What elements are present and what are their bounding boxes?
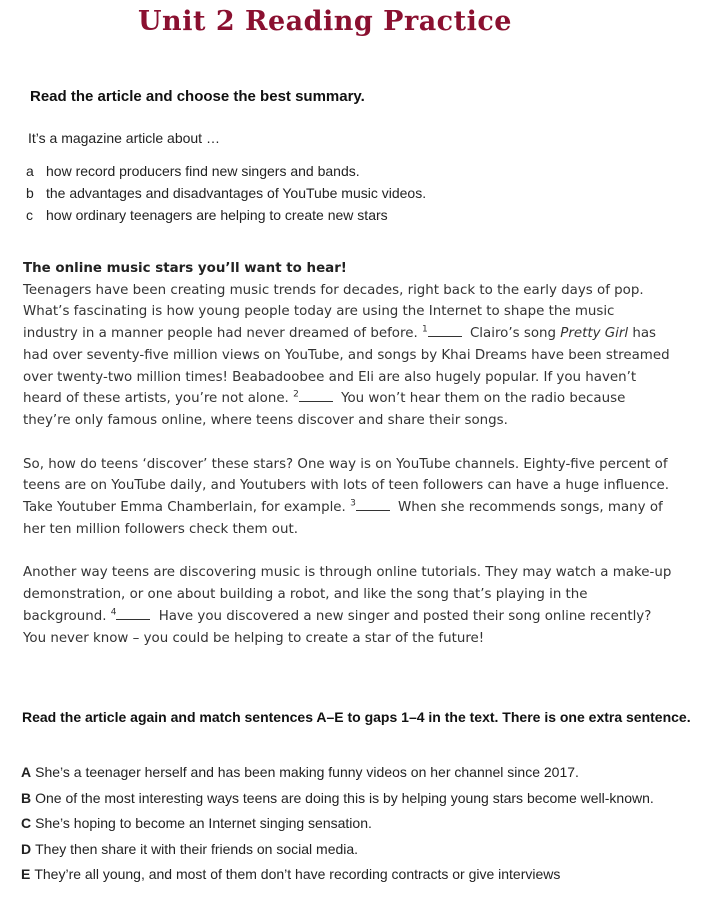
sentence-letter: D <box>21 840 32 857</box>
option-letter: b <box>26 185 34 201</box>
sentence-text: She’s a teenager herself and has been making funny videos on her channel since 2017. <box>35 764 579 780</box>
option-text: how ordinary teenagers are helping to create new stars <box>46 207 388 223</box>
option-text: the advantages and disadvantages of YouTube music videos. <box>46 185 427 201</box>
article-paragraph-1: Teenagers have been creating music trends for decades, right back to the early days of pop. What’s fascinating is how young people today are using the Internet to shape the music industry in a manner people had never dreamed of before. $^1$ Clairo’s song Pretty Girl has had over seventy-five million views on YouTube, and songs by Khai Dreams have been streamed over twenty-two million times! Beabadoobee and Eli are also hugely popular. If you haven’t heard of these artists, you’re not alone. $^2$ You won’t hear them on the radio because they’re only famous online, where teens discover and share their songs. <box>23 282 670 428</box>
sentence-d[interactable] <box>21 838 654 864</box>
sentence-text: They then share it with their friends on social media. <box>35 840 359 857</box>
gap-blank-2[interactable] <box>299 391 333 402</box>
summary-option-a[interactable] <box>26 160 426 182</box>
sentence-letter: C <box>21 815 32 831</box>
summary-options <box>26 160 426 226</box>
article-paragraph-3: Another way teens are discovering music is through online tutorials. They may watch a make-up demonstration, or one about building a robot, and like the song that’s playing in the background. $^4$ Have you discovered a new singer and posted their song online recently? You never know – you could be helping to create a star of the future! <box>23 565 672 646</box>
article-paragraph-2: So, how do teens ‘discover’ these stars? One way is on YouTube channels. Eighty-five percent of teens are on YouTube daily, and Youtubers with lots of teen followers can have a huge influence. Take Youtuber Emma Chamberlain, for example. $^3$ When she recommends songs, many of her ten million followers check them out. <box>23 456 670 537</box>
gap-number: 4 <box>110 607 117 618</box>
sentence-b[interactable] <box>21 787 654 813</box>
sentence-letter: E <box>21 866 31 882</box>
sentence-text: One of the most interesting ways teens are doing this is by helping young stars become well-known. <box>35 789 654 806</box>
summary-option-c[interactable] <box>26 204 426 226</box>
sentence-text: She’s hoping to become an Internet singing sensation. <box>35 815 372 831</box>
article-heading: The online music stars you’ll want to hear! <box>23 261 347 276</box>
matching-instruction: Read the article again and match sentences A–E to gaps 1–4 in the text. There is one extra sentence. <box>22 709 691 725</box>
sentence-e[interactable] <box>21 863 654 889</box>
summary-lead: It’s a magazine article about … <box>28 130 220 146</box>
gap-blank-3[interactable] <box>356 500 390 511</box>
sentence-letter: A <box>21 764 32 780</box>
sentence-a[interactable] <box>21 761 654 787</box>
option-letter: c <box>26 207 33 223</box>
summary-option-b[interactable] <box>26 182 426 204</box>
gap-number: 3 <box>350 498 356 509</box>
sentence-text: They’re all young, and most of them don’t have recording contracts or give interviews <box>34 866 561 882</box>
gap-blank-4[interactable] <box>116 609 150 620</box>
gap-blank-1[interactable] <box>428 326 462 337</box>
sentence-c[interactable] <box>21 812 654 838</box>
article <box>23 258 673 671</box>
summary-instruction: Read the article and choose the best summary. <box>30 88 365 105</box>
song-title: Pretty Girl <box>560 326 629 342</box>
option-letter: a <box>26 163 34 179</box>
matching-sentences <box>21 761 654 889</box>
gap-number: 2 <box>293 389 299 400</box>
page-title: Unit 2 Reading Practice <box>138 6 512 37</box>
option-text: how record producers find new singers and bands. <box>46 163 360 179</box>
gap-number: 1 <box>421 324 428 335</box>
sentence-letter: B <box>21 789 32 806</box>
